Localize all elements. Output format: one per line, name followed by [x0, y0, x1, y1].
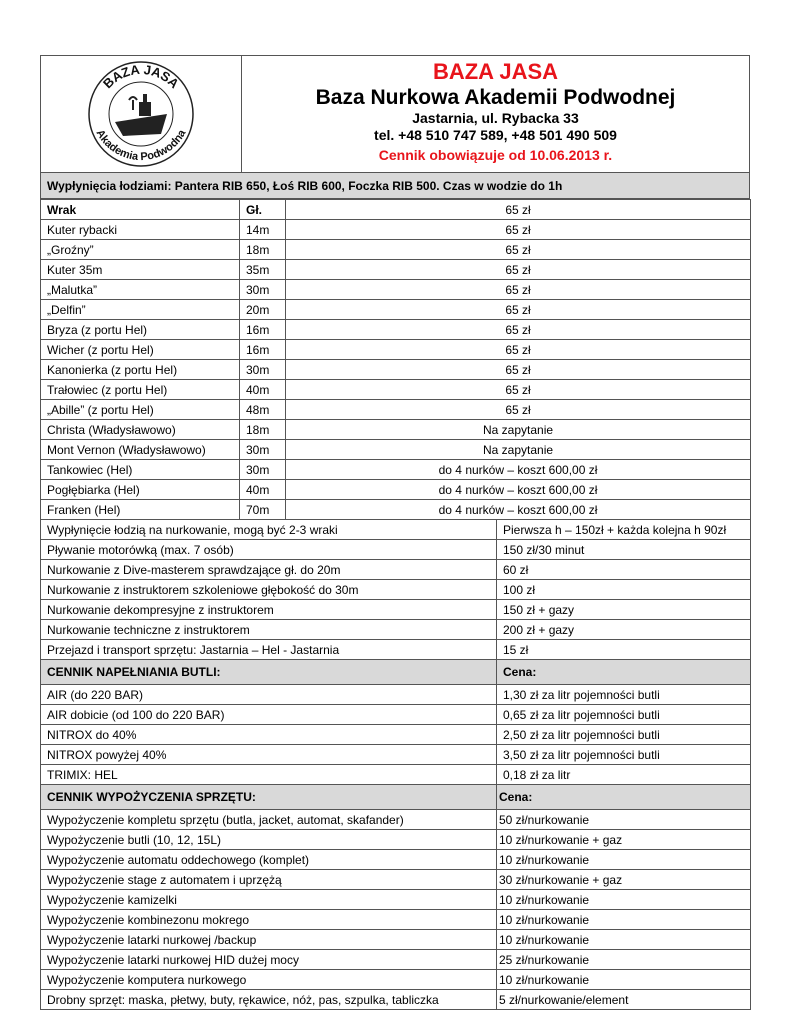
- wreck-price: 65 zł: [286, 380, 751, 400]
- rental-row: [41, 990, 751, 1010]
- service-price: 200 zł + gazy: [497, 620, 751, 640]
- wreck-name: Tankowiec (Hel): [41, 460, 240, 480]
- wreck-depth: 30m: [240, 280, 286, 300]
- wreck-row: [41, 460, 751, 480]
- wreck-depth: 30m: [240, 360, 286, 380]
- wreck-depth: 16m: [240, 320, 286, 340]
- price-list-page: [40, 55, 750, 1010]
- rental-price: 50 zł/nurkowanie: [497, 810, 751, 830]
- service-price: 100 zł: [497, 580, 751, 600]
- rental-price: 10 zł/nurkowanie: [497, 970, 751, 990]
- rental-row: [41, 950, 751, 970]
- wreck-name: Mont Vernon (Władysławowo): [41, 440, 240, 460]
- wreck-depth: 30m: [240, 440, 286, 460]
- filling-price: 2,50 zł za litr pojemności butli: [497, 725, 751, 745]
- company-phone: tel. +48 510 747 589, +48 501 490 509: [374, 127, 617, 143]
- filling-name: AIR (do 220 BAR): [41, 685, 497, 705]
- wreck-price: do 4 nurków – koszt 600,00 zł: [286, 480, 751, 500]
- wreck-name: Kuter rybacki: [41, 220, 240, 240]
- wreck-depth: 14m: [240, 220, 286, 240]
- company-title: BAZA JASA: [432, 59, 559, 84]
- rental-name: Wypożyczenie kamizelki: [41, 890, 497, 910]
- wreck-price: 65 zł: [286, 300, 751, 320]
- filling-price: 0,65 zł za litr pojemności butli: [497, 705, 751, 725]
- service-name: Nurkowanie dekompresyjne z instruktorem: [41, 600, 497, 620]
- wreck-depth: 48m: [240, 400, 286, 420]
- rental-row: [41, 970, 751, 990]
- service-price: 150 zł/30 minut: [497, 540, 751, 560]
- filling-name: NITROX do 40%: [41, 725, 497, 745]
- col-wreck-header: Wrak: [41, 200, 240, 220]
- wreck-price: do 4 nurków – koszt 600,00 zł: [286, 460, 751, 480]
- service-row: [41, 520, 751, 540]
- rental-price: 10 zł/nurkowanie: [497, 850, 751, 870]
- wreck-depth: 16m: [240, 340, 286, 360]
- company-address: Jastarnia, ul. Rybacka 33: [412, 110, 579, 126]
- wreck-depth: 18m: [240, 420, 286, 440]
- filling-name: NITROX powyżej 40%: [41, 745, 497, 765]
- wreck-row: [41, 240, 751, 260]
- wreck-row: [41, 320, 751, 340]
- wreck-row: [41, 400, 751, 420]
- wreck-price: 65 zł: [286, 260, 751, 280]
- wreck-depth: 40m: [240, 480, 286, 500]
- wreck-depth: 40m: [240, 380, 286, 400]
- filling-name: AIR dobicie (od 100 do 220 BAR): [41, 705, 497, 725]
- rental-name: Wypożyczenie stage z automatem i uprzężą: [41, 870, 497, 890]
- wreck-price: 65 zł: [286, 220, 751, 240]
- service-name: Wypłynięcie łodzią na nurkowanie, mogą być 2-3 wraki: [41, 520, 497, 540]
- service-name: Nurkowanie techniczne z instruktorem: [41, 620, 497, 640]
- rental-name: Wypożyczenie komputera nurkowego: [41, 970, 497, 990]
- filling-row: [41, 725, 751, 745]
- service-row: [41, 540, 751, 560]
- wreck-depth: 18m: [240, 240, 286, 260]
- wreck-row: [41, 300, 751, 320]
- wreck-row: [41, 260, 751, 280]
- price-table: [40, 199, 751, 1010]
- service-row: [41, 620, 751, 640]
- wreck-row: [41, 360, 751, 380]
- header: [40, 55, 750, 173]
- wreck-name: „Delfin”: [41, 300, 240, 320]
- filling-row: [41, 765, 751, 785]
- wreck-depth: 35m: [240, 260, 286, 280]
- filling-row: [41, 685, 751, 705]
- rental-price: 10 zł/nurkowanie: [497, 930, 751, 950]
- filling-price-heading: Cena:: [497, 660, 751, 685]
- filling-price: 1,30 zł za litr pojemności butli: [497, 685, 751, 705]
- wreck-price: 65 zł: [286, 360, 751, 380]
- wreck-price: do 4 nurków – koszt 600,00 zł: [286, 500, 751, 520]
- wreck-price: 65 zł: [286, 320, 751, 340]
- wreck-depth: 20m: [240, 300, 286, 320]
- wreck-name: „Abille” (z portu Hel): [41, 400, 240, 420]
- rental-price-heading: Cena:: [497, 785, 751, 810]
- service-name: Nurkowanie z instruktorem szkoleniowe głębokość do 30m: [41, 580, 497, 600]
- wreck-name: Trałowiec (z portu Hel): [41, 380, 240, 400]
- baza-jasa-logo: [81, 58, 201, 170]
- service-row: [41, 600, 751, 620]
- rental-name: Drobny sprzęt: maska, płetwy, buty, rękawice, nóż, pas, szpulka, tabliczka: [41, 990, 497, 1010]
- rental-price: 5 zł/nurkowanie/element: [497, 990, 751, 1010]
- wreck-name: Pogłębiarka (Hel): [41, 480, 240, 500]
- wreck-name: Christa (Władysławowo): [41, 420, 240, 440]
- rental-price: 10 zł/nurkowanie + gaz: [497, 830, 751, 850]
- trips-heading: Wypłynięcia łodziami: Pantera RIB 650, Łoś RIB 600, Foczka RIB 500. Czas w wodzie do 1h: [40, 173, 750, 199]
- wreck-name: „Malutka”: [41, 280, 240, 300]
- wreck-row: [41, 280, 751, 300]
- wreck-name: Wicher (z portu Hel): [41, 340, 240, 360]
- rental-name: Wypożyczenie butli (10, 12, 15L): [41, 830, 497, 850]
- rental-name: Wypożyczenie kompletu sprzętu (butla, jacket, automat, skafander): [41, 810, 497, 830]
- service-price: Pierwsza h – 150zł + każda kolejna h 90zł: [497, 520, 751, 540]
- rental-price: 25 zł/nurkowanie: [497, 950, 751, 970]
- service-row: [41, 560, 751, 580]
- filling-row: [41, 705, 751, 725]
- filling-price: 3,50 zł za litr pojemności butli: [497, 745, 751, 765]
- filling-heading-row: [41, 660, 751, 685]
- col-price-header: 65 zł: [286, 200, 751, 220]
- service-name: Nurkowanie z Dive-masterem sprawdzające gł. do 20m: [41, 560, 497, 580]
- wreck-price: Na zapytanie: [286, 420, 751, 440]
- wreck-row: [41, 480, 751, 500]
- service-price: 150 zł + gazy: [497, 600, 751, 620]
- logo-cell: [41, 56, 242, 172]
- wreck-price: 65 zł: [286, 340, 751, 360]
- rental-name: Wypożyczenie latarki nurkowej HID dużej mocy: [41, 950, 497, 970]
- rental-price: 10 zł/nurkowanie: [497, 890, 751, 910]
- wreck-name: Franken (Hel): [41, 500, 240, 520]
- wreck-name: Kuter 35m: [41, 260, 240, 280]
- filling-heading: CENNIK NAPEŁNIANIA BUTLI:: [41, 660, 497, 685]
- wreck-row: [41, 500, 751, 520]
- wreck-price: Na zapytanie: [286, 440, 751, 460]
- trips-header-row: [41, 200, 751, 220]
- filling-price: 0,18 zł za litr: [497, 765, 751, 785]
- svg-text:BAZA JASA: [100, 62, 182, 92]
- rental-row: [41, 890, 751, 910]
- wreck-name: Kanonierka (z portu Hel): [41, 360, 240, 380]
- service-price: 15 zł: [497, 640, 751, 660]
- wreck-row: [41, 420, 751, 440]
- rental-heading-row: [41, 785, 751, 810]
- wreck-row: [41, 440, 751, 460]
- rental-name: Wypożyczenie latarki nurkowej /backup: [41, 930, 497, 950]
- filling-row: [41, 745, 751, 765]
- rental-price: 30 zł/nurkowanie + gaz: [497, 870, 751, 890]
- wreck-row: [41, 220, 751, 240]
- rental-heading: CENNIK WYPOŻYCZENIA SPRZĘTU:: [41, 785, 497, 810]
- rental-row: [41, 910, 751, 930]
- logo-text-bottom: Akademia Podwodna: [93, 127, 189, 164]
- rental-name: Wypożyczenie kombinezonu mokrego: [41, 910, 497, 930]
- rental-price: 10 zł/nurkowanie: [497, 910, 751, 930]
- service-row: [41, 580, 751, 600]
- company-subtitle: Baza Nurkowa Akademii Podwodnej: [315, 86, 676, 109]
- rental-row: [41, 870, 751, 890]
- wreck-depth: 70m: [240, 500, 286, 520]
- wreck-price: 65 zł: [286, 240, 751, 260]
- wreck-row: [41, 340, 751, 360]
- logo-text-top: BAZA JASA: [100, 61, 182, 92]
- service-name: Przejazd i transport sprzętu: Jastarnia – Hel - Jastarnia: [41, 640, 497, 660]
- rental-row: [41, 830, 751, 850]
- filling-name: TRIMIX: HEL: [41, 765, 497, 785]
- wreck-depth: 30m: [240, 460, 286, 480]
- service-row: [41, 640, 751, 660]
- col-depth-header: Gł.: [240, 200, 286, 220]
- header-titles: [242, 56, 749, 172]
- wreck-name: Bryza (z portu Hel): [41, 320, 240, 340]
- service-name: Pływanie motorówką (max. 7 osób): [41, 540, 497, 560]
- rental-name: Wypożyczenie automatu oddechowego (komplet): [41, 850, 497, 870]
- rental-row: [41, 850, 751, 870]
- rental-row: [41, 930, 751, 950]
- rental-row: [41, 810, 751, 830]
- service-price: 60 zł: [497, 560, 751, 580]
- wreck-price: 65 zł: [286, 280, 751, 300]
- valid-from-note: Cennik obowiązuje od 10.06.2013 r.: [378, 147, 613, 163]
- wreck-price: 65 zł: [286, 400, 751, 420]
- wreck-name: „Groźny”: [41, 240, 240, 260]
- wreck-row: [41, 380, 751, 400]
